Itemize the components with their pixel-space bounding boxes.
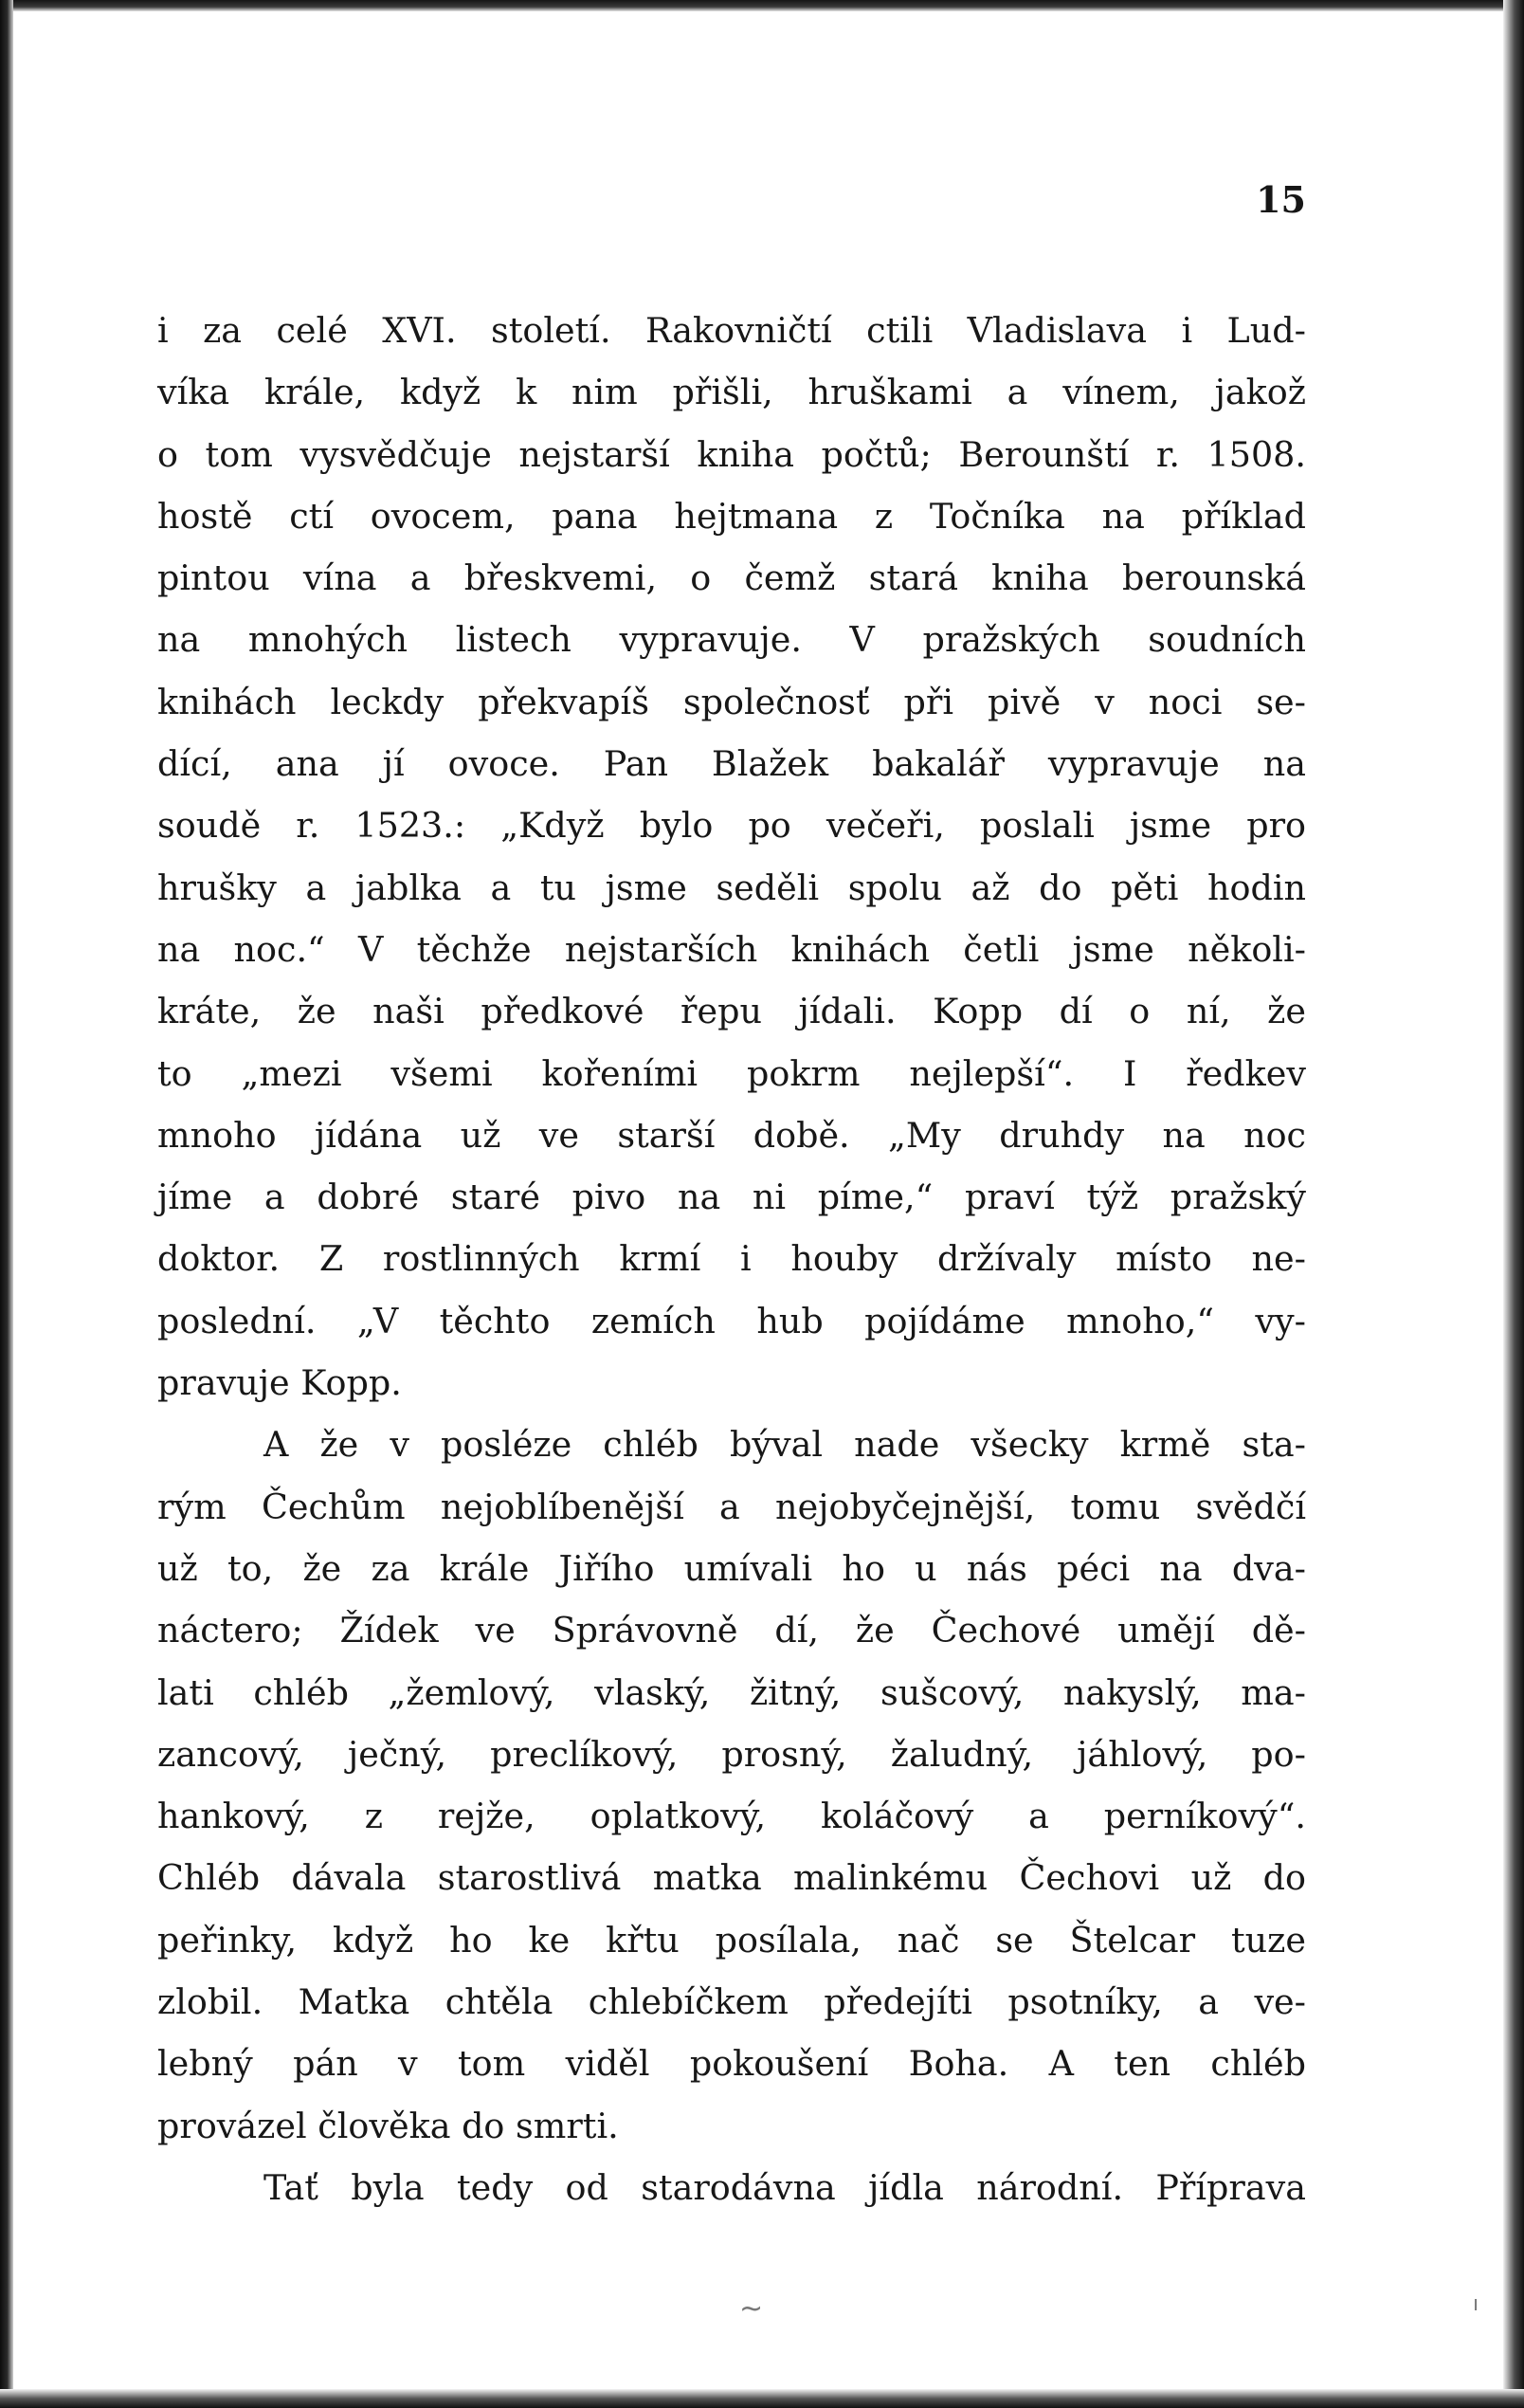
text-line: hostě ctí ovocem, pana hejtmana z Točníka na příklad: [157, 495, 1306, 537]
text-line: Chléb dávala starostlivá matka malinkému Čechovi už do: [157, 1857, 1306, 1899]
text-line: lebný pán v tom viděl pokoušení Boha. A ten chléb: [157, 2043, 1306, 2085]
text-line: zlobil. Matka chtěla chlebíčkem předejíti psotníky, a ve-: [157, 1981, 1306, 2023]
text-line: to „mezi všemi kořeními pokrm nejlepší“. I ředkev: [157, 1052, 1306, 1094]
text-line: mnoho jídána už ve starší době. „My druhdy na noc: [157, 1114, 1306, 1156]
text-line: už to, že za krále Jiřího umívali ho u nás péci na dva-: [157, 1547, 1306, 1589]
text-line: hankový, z rejže, oplatkový, koláčový a perníkový“.: [157, 1796, 1306, 1837]
text-line: jíme a dobré staré pivo na ni píme,“ praví týž pražský: [157, 1177, 1306, 1218]
text-line: na mnohých listech vypravuje. V pražských soudních: [157, 619, 1306, 661]
scan-edge-left: [0, 0, 13, 2408]
text-line: náctero; Žídek ve Správovně dí, že Čechové umějí dě-: [157, 1610, 1306, 1651]
text-line: kráte, že naši předkové řepu jídali. Kopp dí o ní, že: [157, 991, 1306, 1032]
text-line: pravuje Kopp.: [157, 1362, 402, 1404]
text-line: i za celé XVI. století. Rakovničtí ctili Vladislava i Lud-: [157, 310, 1306, 351]
text-line: knihách leckdy překvapíš společnosť při pivě v noci se-: [157, 681, 1306, 722]
scan-speck-mark: ~: [739, 2292, 764, 2326]
text-line: rým Čechům nejoblíbenější a nejobyčejnější, tomu svědčí: [157, 1486, 1306, 1527]
text-line: Tať byla tedy od starodávna jídla národní. Příprava: [263, 2166, 1306, 2208]
scan-edge-bottom: [0, 2389, 1524, 2408]
body-text: [157, 300, 1306, 2218]
scan-edge-top: [0, 0, 1524, 11]
text-line: lati chléb „žemlový, vlaský, žitný, sušcový, nakyslý, ma-: [157, 1671, 1306, 1713]
text-line: zancový, ječný, preclíkový, prosný, žaludný, jáhlový, po-: [157, 1733, 1306, 1775]
page-number: 15: [1256, 178, 1306, 221]
text-line: o tom vysvědčuje nejstarší kniha počtů; Berounští r. 1508.: [157, 433, 1306, 475]
scan-edge-right: [1503, 0, 1524, 2408]
text-line: pintou vína a břeskvemi, o čemž stará kniha berounská: [157, 557, 1306, 599]
text-line: poslední. „V těchto zemích hub pojídáme mnoho,“ vy-: [157, 1300, 1306, 1341]
text-line: na noc.“ V těchže nejstarších knihách četli jsme několi-: [157, 928, 1306, 970]
text-line: soudě r. 1523.: „Když bylo po večeři, poslali jsme pro: [157, 805, 1306, 847]
text-line: víka krále, když k nim přišli, hruškami a vínem, jakož: [157, 372, 1306, 413]
text-line: provázel člověka do smrti.: [157, 2105, 619, 2146]
text-line: hrušky a jablka a tu jsme seděli spolu až do pěti hodin: [157, 867, 1306, 908]
text-line: doktor. Z rostlinných krmí i houby držívaly místo ne-: [157, 1238, 1306, 1280]
text-line: dící, ana jí ovoce. Pan Blažek bakalář vypravuje na: [157, 743, 1306, 785]
scan-speck-mark: ı: [1473, 2292, 1479, 2316]
text-line: A že v posléze chléb býval nade všecky krmě sta-: [263, 1424, 1306, 1466]
text-line: peřinky, když ho ke křtu posílala, nač se Štelcar tuze: [157, 1919, 1306, 1961]
